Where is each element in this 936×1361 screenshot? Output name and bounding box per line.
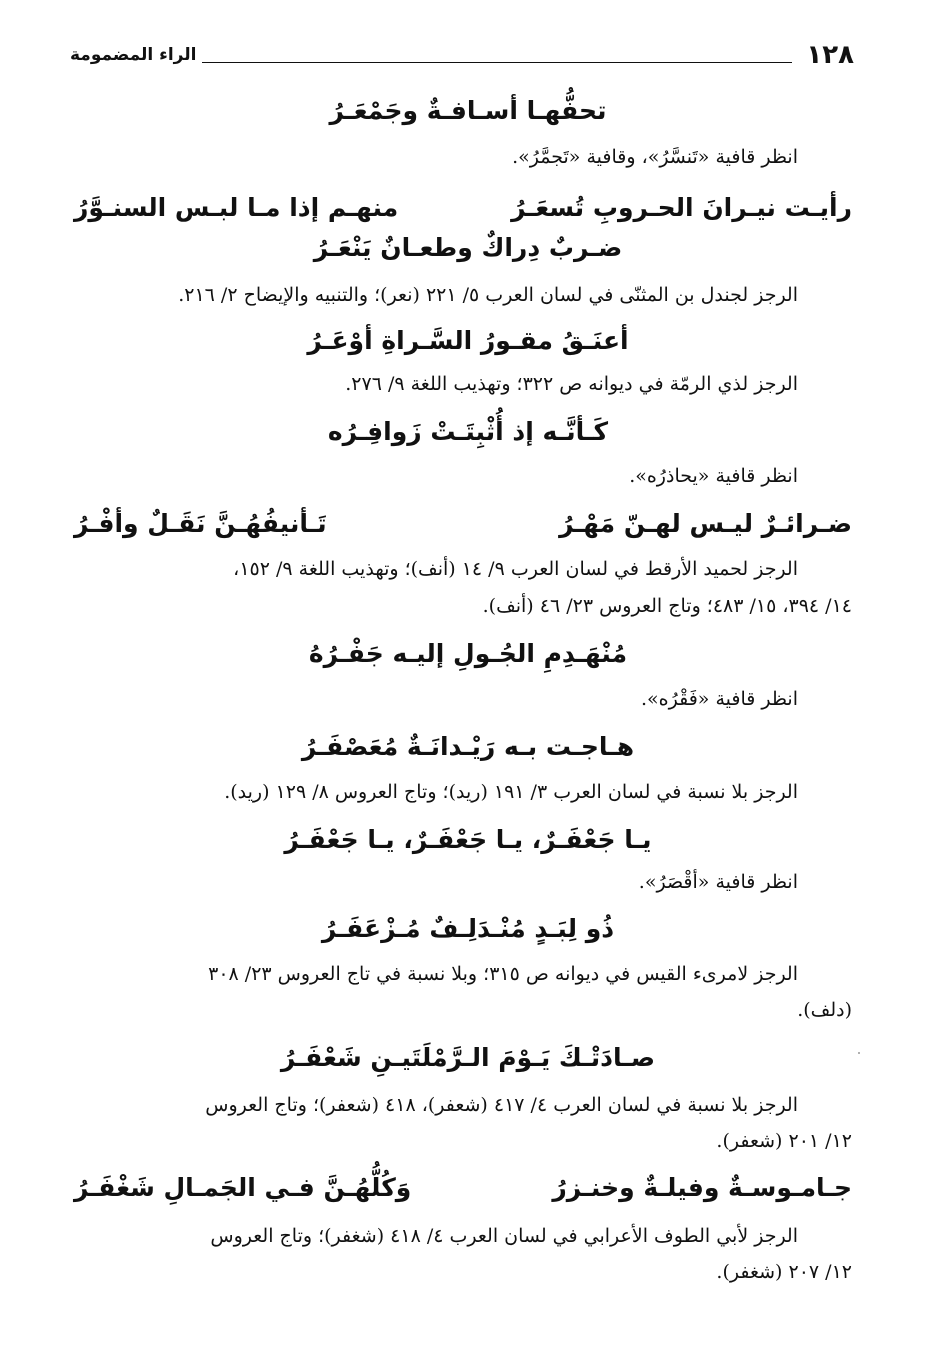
- note-line: انظر قافية «فَقْرُه».: [640, 688, 798, 710]
- verse-line: ضـربٌ دِراكٌ وطعـانٌ يَنْعَـرُ: [313, 233, 623, 262]
- note-line: انظر قافية «تَنسَّرُ»، وقافية «تَجمَّرُ».: [512, 146, 798, 168]
- note-line: انظر قافية «يحاذرُه».: [629, 465, 798, 487]
- page-header: [70, 38, 854, 72]
- verse-first-hemistich: رأيـت نيـرانَ الحـروبِ تُسعَـرُ: [511, 193, 852, 222]
- verse-line: أعنَـقُ مقـورُ السَّـراةِ أوْعَـرُ: [307, 326, 629, 355]
- verse-first-hemistich: ضـرائـرٌ ليـس لهـنّ مَهْـرُ: [559, 509, 852, 538]
- verse-first-hemistich: جـامـوسـةٌ وفيلـةٌ وخنـزرُ: [552, 1173, 852, 1202]
- note-line-continued: ١٢/ ٢٠٧ (شغفر).: [716, 1261, 852, 1283]
- verse-second-hemistich: وَكُلُّهُـنَّ فـي الجَمـالِ شَغْفَـرُ: [74, 1173, 412, 1202]
- note-line-continued: (دلف).: [797, 999, 852, 1021]
- note-line-continued: ١٤/ ٣٩٤، ١٥/ ٤٨٣؛ وتاج العروس ٢٣/ ٤٦ (أنف).: [482, 595, 852, 617]
- note-line: الرجز لذي الرمّة في ديوانه ص ٣٢٢؛ وتهذيب اللغة ٩/ ٢٧٦.: [345, 373, 798, 395]
- page-number: ١٢٨: [806, 40, 854, 70]
- note-line: الرجز لأبي الطوف الأعرابي في لسان العرب ٤/ ٤١٨ (شغفر)؛ وتاج العروس: [210, 1225, 798, 1247]
- note-line: انظر قافية «أقْصَرُ».: [638, 871, 798, 893]
- note-line: الرجز لامرىء القيس في ديوانه ص ٣١٥؛ وبلا نسبة في تاج العروس ٢٣/ ٣٠٨: [208, 963, 798, 985]
- note-line: الرجز بلا نسبة في لسان العرب ٣/ ١٩١ (ريد)؛ وتاج العروس ٨/ ١٢٩ (ريد).: [224, 781, 798, 803]
- verse-second-hemistich: تَـأنيفُهُـنَّ نَقَـلٌ وأفْـرُ: [74, 509, 327, 538]
- note-line: الرجز بلا نسبة في لسان العرب ٤/ ٤١٧ (شعفر)، ٤١٨ (شعفر)؛ وتاج العروس: [205, 1094, 798, 1116]
- verse-line: كَـأنَّـه إذ أُثْبِتَـتْ زَوافِـرُه: [327, 417, 609, 446]
- verse-line: صـادَتْـكَ يَـوْمَ الـرَّمْلَتَيـنِ شَعْفَـرُ: [280, 1043, 656, 1072]
- note-line: الرجز لجندل بن المثنّى في لسان العرب ٥/ ٢٢١ (نعر)؛ والتنبيه والإيضاح ٢/ ٢١٦.: [178, 284, 798, 306]
- verse-line: يـا جَعْفَـرٌ، يـا جَعْفَـرٌ، يـا جَعْفَـرُ: [284, 825, 652, 854]
- scan-speck: [858, 1052, 860, 1054]
- note-line: الرجز لحميد الأرقط في لسان العرب ٩/ ١٤ (أنف)؛ وتهذيب اللغة ٩/ ١٥٢،: [233, 558, 798, 580]
- header-rule: [198, 62, 792, 63]
- verse-line: مُنْهَـدِمِ الجُـولِ إليـه جَفْـرُهُ: [308, 639, 628, 668]
- verse-line: هـاجـت بـه رَيْـدانَـةٌ مُعَصْفَـرُ: [301, 732, 635, 761]
- verse-line: ذُو لِبَـدٍ مُنْـدَلِـفٌ مُـزْعَفَـرُ: [321, 914, 615, 943]
- verse-second-hemistich: منهـم إذا مـا لبـس السنـوَّرُ: [74, 193, 399, 222]
- note-line-continued: ١٢/ ٢٠١ (شعفر).: [716, 1130, 852, 1152]
- verse-line: تحفُّهـا أسـافـةٌ وجَمْعَـرُ: [329, 96, 607, 125]
- running-title: الراء المضمومة: [70, 42, 202, 68]
